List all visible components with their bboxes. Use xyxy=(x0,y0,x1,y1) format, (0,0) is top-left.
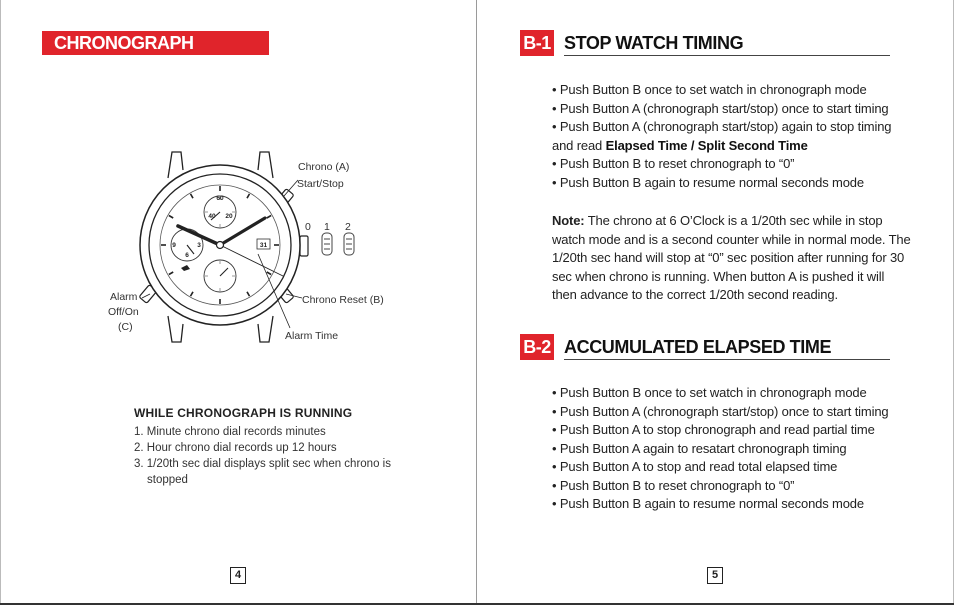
section-b2-bullets xyxy=(552,384,912,514)
chronograph-operation-banner: CHRONOGRAPH OPERATION xyxy=(42,31,269,55)
label-off-on: Off/On xyxy=(108,306,139,318)
list-item: • Push Button A (chronograph start/stop) again to stop timing xyxy=(552,119,892,134)
label-crown-1: 1 xyxy=(324,221,330,233)
list-item: • Push Button B again to resume normal seconds mode xyxy=(552,496,864,511)
section-b1-title: STOP WATCH TIMING xyxy=(564,33,744,53)
list-item: 2. Hour chrono dial records up 12 hours xyxy=(134,442,337,454)
label-chrono-reset: Chrono Reset (B) xyxy=(302,294,384,306)
label-crown-0: 0 xyxy=(305,221,311,233)
subdial-6: 6 xyxy=(185,252,189,259)
list-item: 1. Minute chrono dial records minutes xyxy=(134,426,326,438)
label-c: (C) xyxy=(118,321,133,333)
label-alarm-time: Alarm Time xyxy=(285,330,339,342)
running-title: WHILE CHRONOGRAPH IS RUNNING xyxy=(134,406,353,420)
page-number-left: 4 xyxy=(230,567,246,584)
section-b2-rule xyxy=(564,359,890,360)
left-page xyxy=(0,0,476,605)
list-item: • Push Button A to stop chronograph and read partial time xyxy=(552,422,875,437)
note-label: Note: xyxy=(552,213,585,228)
section-b1-note xyxy=(552,212,912,305)
list-item: • Push Button A (chronograph start/stop) once to start timing xyxy=(552,100,889,116)
section-b2-badge: B-2 xyxy=(520,334,554,360)
label-alarm: Alarm xyxy=(110,291,138,303)
list-item: • Push Button A again to resatart chronograph timing xyxy=(552,440,847,456)
subdial-9: 9 xyxy=(172,242,176,249)
list-item: • Push Button B once to set watch in chronograph mode xyxy=(552,82,867,97)
list-item-read xyxy=(552,137,912,156)
section-b1-rule xyxy=(564,55,890,56)
section-b2-title: ACCUMULATED ELAPSED TIME xyxy=(564,337,832,357)
list-item: • Push Button B again to resume normal seconds mode xyxy=(552,174,864,190)
watch-diagram xyxy=(0,0,476,400)
label-start-stop: Start/Stop xyxy=(297,178,344,190)
subdial-3: 3 xyxy=(197,242,201,249)
date-window-value: 31 xyxy=(259,242,268,249)
list-item: 3. 1/20th sec dial displays split sec when chrono is stopped xyxy=(134,458,391,486)
list-item: • Push Button B to reset chronograph to “0” xyxy=(552,477,795,493)
list-item: • Push Button B once to set watch in chronograph mode xyxy=(552,385,867,400)
subdial-20: 20 xyxy=(225,213,233,220)
subdial-40: 40 xyxy=(208,213,216,220)
running-section xyxy=(134,406,434,488)
read-bold: Elapsed Time / Split Second Time xyxy=(605,137,808,153)
list-item: • Push Button B to reset chronograph to “0” xyxy=(552,156,795,171)
section-b2-header xyxy=(520,334,890,360)
read-prefix: and read xyxy=(552,137,606,153)
running-list xyxy=(134,424,434,488)
list-item: • Push Button A to stop and read total elapsed time xyxy=(552,459,838,474)
right-page xyxy=(477,0,954,605)
subdial-60: 60 xyxy=(216,195,224,202)
section-b1-bullets xyxy=(552,81,912,192)
list-item: • Push Button A (chronograph start/stop) once to start timing xyxy=(552,403,889,419)
note-text: The chrono at 6 O’Clock is a 1/20th sec while in stop watch mode and is a second counter while in normal mode. The 1/20th sec hand will stop at “0” sec position after running for 30 sec when chrono is running. When button A is pushed it will then advance to the correct 1/20th second reading. xyxy=(552,213,911,302)
section-b1-badge: B-1 xyxy=(520,30,554,56)
page-number-right: 5 xyxy=(707,567,723,584)
label-crown-2: 2 xyxy=(345,221,351,233)
label-chrono-a: Chrono (A) xyxy=(298,161,350,173)
section-b1-header xyxy=(520,30,890,56)
